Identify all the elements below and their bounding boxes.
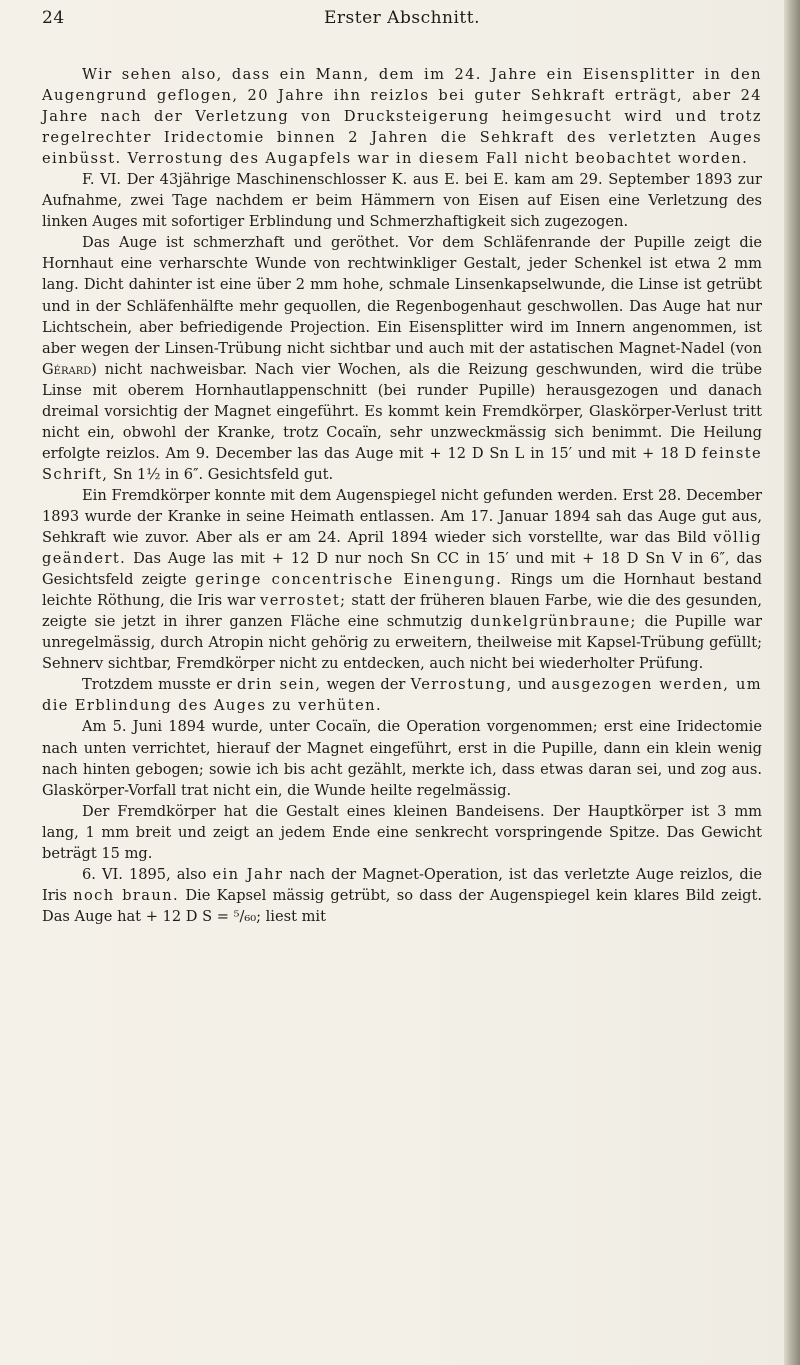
paragraph-conclusion: Wir sehen also, dass ein Mann, dem im 24. Jahre ein Eisensplitter in den Augengrund geflogen, 20 Jahre ihn reizlos bei guter Sehkraft erträgt, aber 24 Jahre nach der Verletzung von Drucksteigerung heimgesucht wird und trotz regelrechter Iridectomie binnen 2 Jahren die Sehkraft des verletzten Auges einbüsst. Verrostung des Augapfels war in diesem Fall nicht beobachtet worden. bbox=[42, 66, 762, 168]
page-header bbox=[42, 2, 762, 32]
paragraph-case-f6-findings: Das Auge ist schmerzhaft und geröthet. Vor dem Schläfenrande der Pupille zeigt die Hornhaut eine verharschte Wunde von rechtwinkliger Gestalt, jeder Schenkel ist etwa 2 mm lang. Dicht dahinter ist eine über 2 mm hohe, schmale Linsenkapselwunde, die Linse ist getrübt und in der Schläfenhälfte mehr gequollen, die Regenbogenhaut geschwollen. Das Auge hat nur Lichtschein, aber befriedigende Projection. Ein Eisensplitter wird im Innern angenommen, ist aber wegen der Linsen-Trübung nicht sichtbar und auch mit der astatischen Magnet-Nadel (von Gérard) nicht nachweisbar. Nach vier Wochen, als die Reizung geschwunden, wird die trübe Linse mit oberem Hornhautlappenschnitt (bei runder Pupille) herausgezogen und danach dreimal vorsichtig der Magnet eingeführt. Es kommt kein Fremdkörper, Glaskörper-Verlust tritt nicht ein, obwohl der Kranke, trotz Cocaïn, sehr unzweckmässig sich benimmt. Die Heilung erfolgte reizlos. Am 9. December las das Auge mit + 12 D Sn L in 15′ und mit + 18 D feinste Schrift, Sn 1½ in 6″. Gesichtsfeld gut. bbox=[42, 234, 763, 483]
running-head: Erster Abschnitt. bbox=[324, 8, 480, 28]
paragraph-foreign-body: Der Fremdkörper hat die Gestalt eines kleinen Bandeisens. Der Hauptkörper ist 3 mm lang, 1 mm breit und zeigt an jedem Ende eine senkrecht vorspringende Spitze. Das Gewicht beträgt 15 mg. bbox=[42, 802, 762, 862]
author-name: Gérard bbox=[42, 360, 92, 378]
book-spine-edge bbox=[784, 0, 800, 1365]
paragraph-follow-up: 6. VI. 1895, also ein Jahr nach der Magnet-Operation, ist das verletzte Auge reizlos, die Iris noch braun. Die Kapsel mässig getrübt, so dass der Augenspiegel kein klares Bild zeigt. Das Auge hat + 12 D S = ⁵/₆₀; liest mit bbox=[42, 865, 763, 925]
body-text bbox=[42, 64, 762, 927]
paragraph-case-f6-operation: Am 5. Juni 1894 wurde, unter Cocaïn, die Operation vorgenommen; erst eine Iridectomie nach unten verrichtet, hierauf der Magnet eingeführt, erst in die Pupille, dann ein klein wenig nach hinten gebogen; sowie ich bis acht gezählt, merkte ich, dass etwas daran sei, und zog aus. Glaskörper-Vorfall trat nicht ein, die Wunde heilte regelmässig. bbox=[42, 718, 762, 799]
paragraph-case-f6-course: Ein Fremdkörper konnte mit dem Augenspiegel nicht gefunden werden. Erst 28. December 1893 wurde der Kranke in seine Heimath entlassen. Am 17. Januar 1894 sah das Auge gut aus, Sehkraft wie zuvor. Aber als er am 24. April 1894 wieder sich vorstellte, war das Bild völlig geändert. Das Auge las mit + 12 D nur noch Sn CC in 15′ und mit + 18 D Sn V in 6″, das Gesichtsfeld zeigte geringe concentrische Einengung. Rings um die Hornhaut bestand leichte Röthung, die Iris war verrostet; statt der früheren blauen Farbe, wie die des gesunden, zeigte sie jetzt in ihrer ganzen Fläche eine schmutzig dunkelgrünbraune; die Pupille war unregelmässig, durch Atropin nicht gehörig zu erweitern, theilweise mit Kapsel-Trübung gefüllt; Sehnerv sichtbar, Fremdkörper nicht zu entdecken, auch nicht bei wiederholter Prüfung. bbox=[42, 486, 763, 673]
paragraph-case-f6-decision: Trotzdem musste er drin sein, wegen der Verrostung, und ausgezogen werden, um die Erblindung des Auges zu verhüten. bbox=[42, 676, 763, 715]
paragraph-case-f6-intro: F. VI. Der 43jährige Maschinenschlosser K. aus E. bei E. kam am 29. September 1893 zur Aufnahme, zwei Tage nachdem er beim Hämmern von Eisen auf Eisen eine Verletzung des linken Auges mit sofortiger Erblindung und Schmerzhaftigkeit sich zugezogen. bbox=[42, 171, 762, 231]
page-number: 24 bbox=[42, 8, 65, 28]
